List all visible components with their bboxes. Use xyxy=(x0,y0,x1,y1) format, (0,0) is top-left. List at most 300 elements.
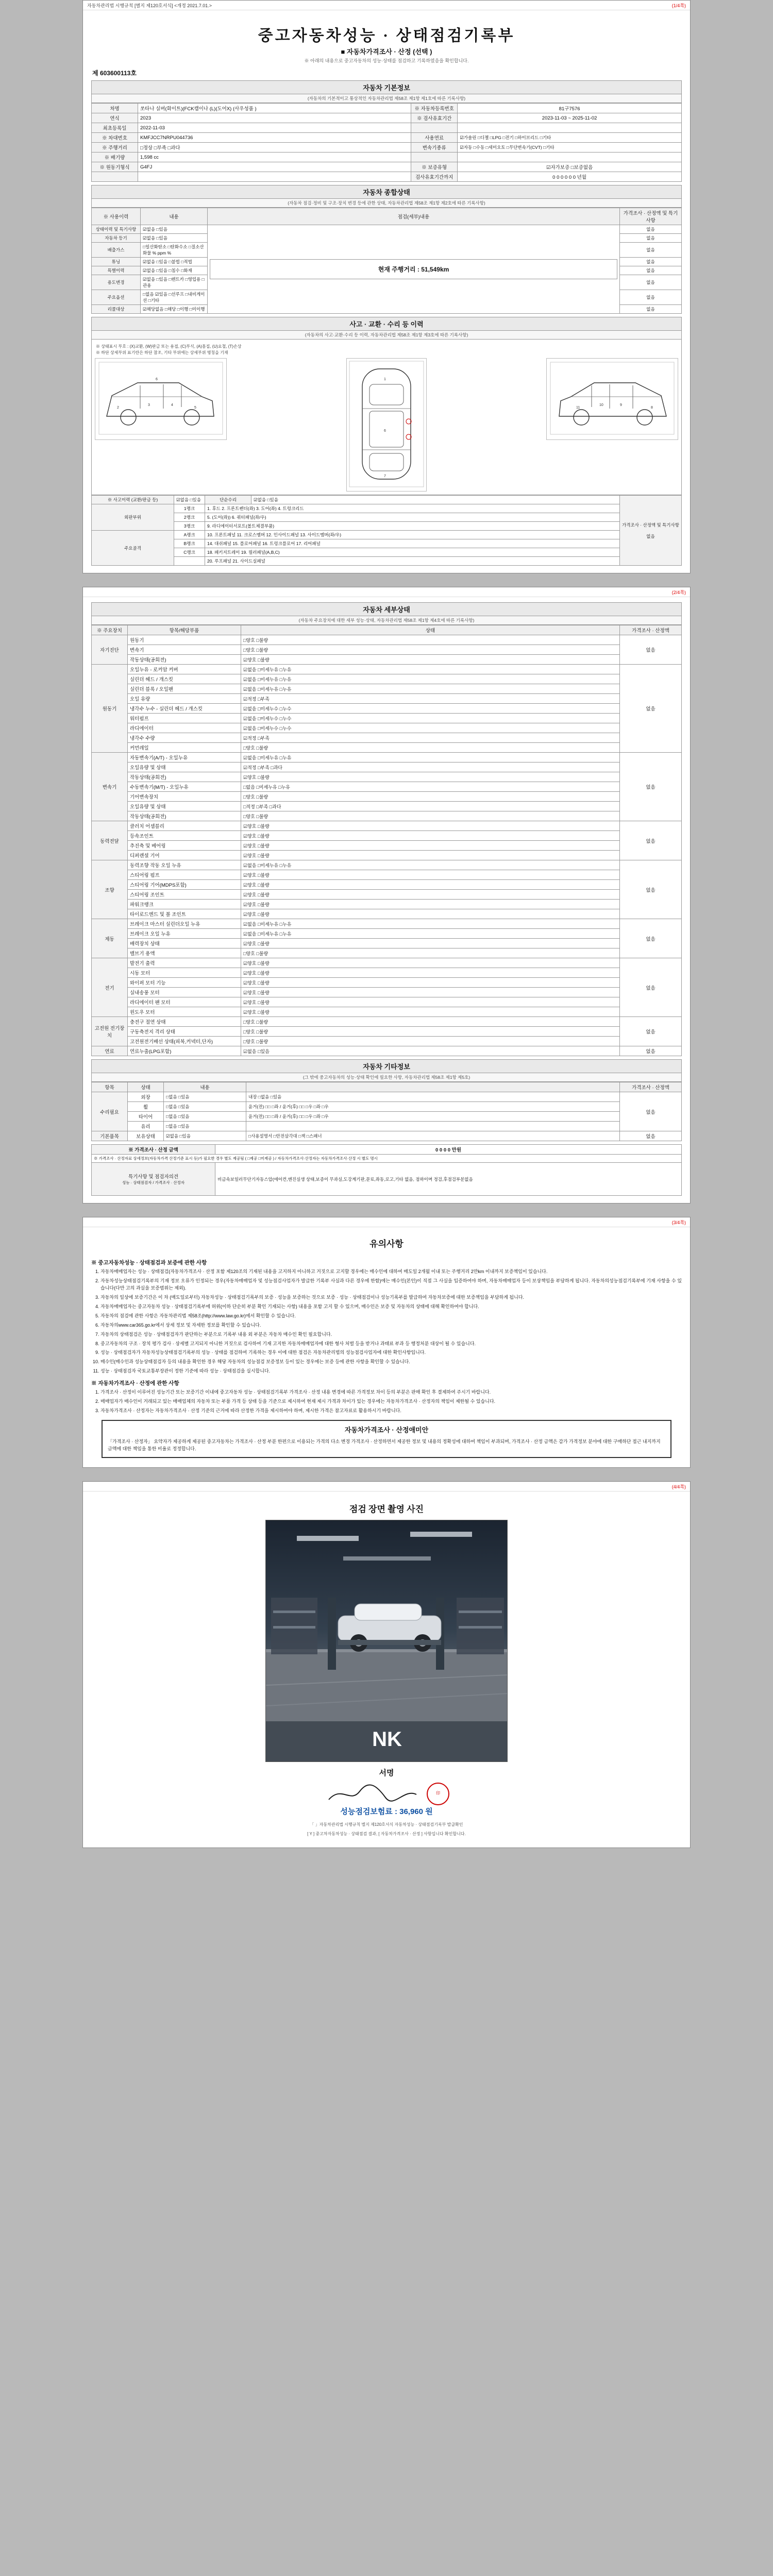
row-sub-label: 타이어 xyxy=(128,1112,164,1122)
part-state: ☑없음 □미세누유 □누유 xyxy=(241,665,620,674)
table-row xyxy=(92,831,682,841)
svg-text:4: 4 xyxy=(171,403,173,407)
photo-section-title: 점검 장면 촬영 사진 xyxy=(349,1504,424,1514)
row-label: 리콜대상 xyxy=(92,305,141,314)
part-state: ☑없음 □미세누유 □누유 xyxy=(241,753,620,762)
part-name: 클러치 어셈블리 xyxy=(128,821,241,831)
part-name: 실린더 블록 / 오일팬 xyxy=(128,684,241,694)
part-name: 수동변속기(M/T) - 오일누유 xyxy=(128,782,241,792)
accident-price-col: 가격조사 · 산정액 및 특기사항 xyxy=(622,522,679,528)
table-row xyxy=(92,635,682,645)
table-row xyxy=(92,684,682,694)
notice-list-warranty xyxy=(100,1268,682,1375)
table-row xyxy=(92,133,682,143)
inspection-fee-value: 36,960 원 xyxy=(399,1807,433,1816)
page-title: 중고자동차성능 · 상태점검기록부 xyxy=(258,27,515,44)
table-row xyxy=(92,104,682,113)
rank-label xyxy=(174,557,205,566)
group-price-note: 없음 xyxy=(620,635,682,665)
notice-item: 4. 자동차매매업자는 중고자동차 성능 · 상태점검기록부에 허위(이하 단순히 부분 확인 기재되는 사항) 내용을 포함 고지 할 수 있으며, 매수인은 보증 및 자동차의 상태에 대해 확인하여야 합니다. xyxy=(100,1303,682,1311)
table-row xyxy=(92,1155,682,1163)
row-value: 쏘타나 실버(화이트)(FCK캠이나 (L)(도어X) (사우성품 ) xyxy=(138,104,411,113)
row-label-2: 변속기종류 xyxy=(411,143,458,152)
group-price-note: 없음 xyxy=(620,1017,682,1046)
table-row xyxy=(92,1037,682,1046)
page-3-topbar xyxy=(83,1217,690,1227)
row-value: KMFJCC7NRPU044736 xyxy=(138,133,411,143)
svg-text:8: 8 xyxy=(651,406,653,410)
row-detail: 내장 □없음 □있음 xyxy=(246,1092,620,1102)
car-diagram-group xyxy=(95,358,678,492)
col-main-device: ※ 주요장치 xyxy=(92,625,128,635)
table-row xyxy=(92,1145,682,1155)
part-state: ☑양호 □불량 xyxy=(241,772,620,782)
part-name: 작동상태(공회전) xyxy=(128,655,241,665)
accident-history-table xyxy=(91,495,682,566)
section-other-title: 자동차 기타정보 xyxy=(91,1059,682,1073)
table-row xyxy=(92,548,682,557)
row-sub-label: 유리 xyxy=(128,1122,164,1131)
row-value-2: ☑자가보증 □보증없음 xyxy=(458,162,682,172)
row-price: 없음 xyxy=(620,234,682,243)
row-label-2 xyxy=(411,152,458,162)
table-header-row xyxy=(92,625,682,635)
table-row xyxy=(92,513,682,522)
notice-item: 9. 성능 · 상태점검자가 자동차성능상태점검기록부의 성능 · 상태를 점검하여 기록하는 경우 이에 대한 점검은 자동차관리법의 성능점검사업자에 대한 확인사항입니다. xyxy=(100,1349,682,1357)
table-row xyxy=(92,948,682,958)
price-summary-note: ※ 가격조사 · 산정자료 상세정보(자동차가격 산정기준 표시 등)가 필요한 경우 별도 제공됨 ( □제공 □미제공 ) / 자동차가격조사·산정자는 자동차가격조사·산정 시 별도 명시 xyxy=(92,1155,682,1163)
table-row xyxy=(92,531,682,539)
table-row xyxy=(92,821,682,831)
part-name: 실내송풍 모터 xyxy=(128,988,241,997)
photo-wrapper xyxy=(91,1520,682,1762)
table-row xyxy=(92,851,682,860)
row-label: 주요옵션 xyxy=(92,290,141,305)
car-top-view-icon xyxy=(348,360,425,488)
col-content-detail xyxy=(246,1082,620,1092)
rank-label: 2랭크 xyxy=(174,513,205,522)
group-price-note: 없음 xyxy=(620,753,682,821)
device-group-label: 고전원 전기장치 xyxy=(92,1017,128,1046)
svg-text:11: 11 xyxy=(576,406,580,410)
rank-value: 18. 패키지트레이 19. 필러패널(A,B,C) xyxy=(205,548,620,557)
part-state: ☑양호 □불량 xyxy=(241,880,620,890)
part-state: ☑양호 □불량 xyxy=(241,655,620,665)
row-label: 차명 xyxy=(92,104,138,113)
repair-needed-label: 수리필요 xyxy=(92,1092,128,1131)
row-price: 없음 xyxy=(620,1092,682,1131)
part-name: 동력조향 작동 오일 누유 xyxy=(128,860,241,870)
part-name: 기어변속장치 xyxy=(128,792,241,802)
row-price: 없음 xyxy=(620,258,682,266)
row-label: 상태이력 및 특기사항 xyxy=(92,225,141,234)
table-row xyxy=(92,1046,682,1056)
rank-value: 9. 라디에이터서포트(볼트체결부품) xyxy=(205,522,620,531)
row-label-2: ※ 검사유효기간 xyxy=(411,113,458,123)
part-state: ☑양호 □불량 xyxy=(241,870,620,880)
table-row xyxy=(92,674,682,684)
row-label: 튜닝 xyxy=(92,258,141,266)
row-value: □정상 □부족 □과다 xyxy=(138,143,411,152)
notice-item: 3. 자동차의 일상에 보증기간은 이 차 (매도일로부터) 자동차성능 · 상태점검기록부의 보증 · 성능을 보증하는 것으로 보증 · 성능 · 상태점검이나 성능기록부를 발급하여 자동차보증에 대한 보증책임을 부담하게 됩니다. xyxy=(100,1294,682,1301)
col-content: 내용 xyxy=(164,1082,246,1092)
row-sub-label: 보유상태 xyxy=(128,1131,164,1141)
part-state: ☑양호 □불량 xyxy=(241,968,620,978)
notice-heading-2: ※ 자동차가격조사 · 산정에 관한 사항 xyxy=(91,1380,179,1387)
row-sub-label: 외장 xyxy=(128,1092,164,1102)
table-row xyxy=(92,1122,682,1131)
part-name: 디퍼렌셜 기어 xyxy=(128,851,241,860)
rank-value: 14. 대쉬패널 15. 플로어패널 16. 트렁크플로어 17. 리어패널 xyxy=(205,539,620,548)
part-state: ☑없음 □미세누수 □누수 xyxy=(241,723,620,733)
device-group-label: 변속기 xyxy=(92,753,128,821)
row-value: 2023 xyxy=(138,113,411,123)
notice-item: 2. 매매업자가 매수인이 거래되고 있는 매매업체의 자동차 또는 부품 가격 등 상태 등을 기준으로 제시하여 현재 제시 가격과 차이가 있는 경우에는 자동차가격조사 · 산정자의 책임이 제한될 수 있습니다. xyxy=(100,1398,682,1405)
row-detail: 윤거(전) □□ □좌 / 윤거(후) □□ □우 □좌 □우 xyxy=(246,1112,620,1122)
part-name: 자동변속기(A/T) - 오일누유 xyxy=(128,753,241,762)
device-group-label: 제동 xyxy=(92,919,128,958)
part-state: □양호 □불량 xyxy=(241,743,620,753)
row-state: ☑없음 □있음 xyxy=(164,1131,246,1141)
part-state: ☑없음 □미세누유 □누유 xyxy=(241,919,620,929)
notice-title: 유의사항 xyxy=(369,1239,404,1249)
part-state: □양호 □불량 xyxy=(241,1027,620,1037)
row-label: ※ 주행거리 xyxy=(92,143,138,152)
col-price: 가격조사 · 산정액 및 특기사항 xyxy=(620,208,682,225)
special-note-title: 특기사항 및 점검자의견 xyxy=(128,1174,179,1180)
row-label-2 xyxy=(411,123,458,133)
row-detail: □사용설명서 □안전삼각대 □잭 □스패너 xyxy=(246,1131,620,1141)
part-state: □양호 □불량 xyxy=(241,1037,620,1046)
inspection-photo xyxy=(265,1520,508,1762)
car-side-right-icon xyxy=(548,360,677,437)
part-name: 고전원전기배선 상태(피복,커넥터,단자) xyxy=(128,1037,241,1046)
part-state: ☑적정 □부족 □과다 xyxy=(241,762,620,772)
part-state: ☑양호 □불량 xyxy=(241,831,620,841)
row-state: □없음 □있음 xyxy=(164,1102,246,1112)
part-state: ☑양호 □불량 xyxy=(241,909,620,919)
table-row xyxy=(92,762,682,772)
table-row xyxy=(92,1027,682,1037)
table-row xyxy=(92,870,682,880)
part-state: □없음 □미세누유 □누유 xyxy=(241,782,620,792)
table-row xyxy=(92,665,682,674)
section-basic-info-title: 자동차 기본정보 xyxy=(91,80,682,94)
table-row xyxy=(92,1102,682,1112)
col-item: 항목 xyxy=(92,1082,128,1092)
page-2-topbar xyxy=(83,587,690,597)
table-row xyxy=(92,714,682,723)
table-row xyxy=(92,172,682,182)
row-label: ※ 차대번호 xyxy=(92,133,138,143)
inspection-fee xyxy=(91,1806,682,1822)
rank-value: 1. 후드 2. 프론트펜더(좌) 3. 도어(좌) 4. 트렁크리드 xyxy=(205,504,620,513)
table-row xyxy=(92,704,682,714)
part-name: 배력장치 상태 xyxy=(128,939,241,948)
col-price: 가격조사 · 산정액 xyxy=(620,1082,682,1092)
part-name: 워터펌프 xyxy=(128,714,241,723)
part-state: ☑양호 □불량 xyxy=(241,997,620,1007)
row-label: ※ 배기량 xyxy=(92,152,138,162)
part-name: 연료누출(LPG포함) xyxy=(128,1046,241,1056)
group-price-note: 없음 xyxy=(620,860,682,919)
simple-repair-value: ☑없음 □있음 xyxy=(251,496,620,504)
car-diagram-right xyxy=(546,358,678,440)
row-label-2: 사용연료 xyxy=(411,133,458,143)
row-label: 최초등록일 xyxy=(92,123,138,133)
table-row xyxy=(92,723,682,733)
svg-text:5: 5 xyxy=(194,406,196,410)
special-note-label xyxy=(92,1163,215,1196)
row-content: ☑없음 □있음 □렌트카 □영업용 □관용 xyxy=(141,275,208,290)
table-row xyxy=(92,939,682,948)
mileage-box: 현재 주행거리 : 51,549km xyxy=(210,259,617,279)
col-price: 가격조사 · 산정액 xyxy=(620,625,682,635)
table-row xyxy=(92,841,682,851)
notice-item: 7. 자동차의 상태점검은 성능 · 상태점검자가 판단하는 부분으로 기록부 내용 외 부분은 자동차 매수인 확인 필요합니다. xyxy=(100,1331,682,1338)
form-reference-2 xyxy=(87,590,89,595)
row-label: 배출가스 xyxy=(92,243,141,258)
part-name: 시동 모터 xyxy=(128,968,241,978)
device-group-label: 조향 xyxy=(92,860,128,919)
table-header-row xyxy=(92,208,682,225)
svg-text:NK: NK xyxy=(372,1727,402,1751)
page-note: ※ 아래의 내용으로 중고자동차의 성능·상태를 점검하고 기록하였음을 확인합니다. xyxy=(304,58,469,63)
declaration-title: 자동차가격조사 · 산정애미안 xyxy=(344,1426,429,1434)
section-basic-info-sub: (자동차의 기본적이고 통상적인 자동차관리법 제58조 제1항 제1호에 따른 기록사항) xyxy=(91,94,682,103)
svg-text:9: 9 xyxy=(620,403,622,407)
outer-panel-label: 외판부위 xyxy=(92,504,174,531)
part-name: 오일누유 - 로커암 커버 xyxy=(128,665,241,674)
part-name: 오일 유량 xyxy=(128,694,241,704)
device-group-label: 연료 xyxy=(92,1046,128,1056)
row-label: 용도변경 xyxy=(92,275,141,290)
row-value-2: 2023-11-03 ~ 2025-11-02 xyxy=(458,113,682,123)
row-content: □없음 ☑있음 □선루프 □내비게이션 □기타 xyxy=(141,290,208,305)
photo-footnote-2: [ Y ] 중고차자동차성능 · 상태점검 결과, [ 자동차가격조사 · 산정 ] 사항입니다 확인합니다. xyxy=(307,1831,466,1836)
notice-item: 6. 자동차의www.car365.go.kr에서 상세 정보 및 자세한 정보를 확인할 수 있습니다. xyxy=(100,1322,682,1329)
part-name: 스티어링 기어(MDPS포함) xyxy=(128,880,241,890)
rank-value: 5. (도어(좌)) 6. 쿼터패널(좌/우) xyxy=(205,513,620,522)
section-detail-title: 자동차 세부상태 xyxy=(91,602,682,616)
row-content: ☑없음 □있음 xyxy=(141,225,208,234)
section-overall-sub: (자동차 점검·정비 및 구조·장치 변경 등에 관한 상태, 자동차관리법 제58조 제1항 제2호에 따른 기록사항) xyxy=(91,199,682,208)
price-summary-table xyxy=(91,1144,682,1196)
row-sub-label: 휠 xyxy=(128,1102,164,1112)
signature-area xyxy=(91,1780,682,1806)
rank-label: C랭크 xyxy=(174,548,205,557)
svg-text:10: 10 xyxy=(599,403,603,407)
rank-label: 3랭크 xyxy=(174,522,205,531)
table-header-row xyxy=(92,1082,682,1092)
page-subtitle: ■ 자동차가격조사 · 산정 (선택 ) xyxy=(341,48,432,56)
notice-item: 10. 매수인(매수인과 성능상태점검자 등의 내용을 확인한 경우 해당 자동차의 성능점검 보증정보 등이 있는 경우에는 보증 등에 관한 사항을 확인할 수 있습니다. xyxy=(100,1359,682,1366)
table-row xyxy=(92,1017,682,1027)
notice-item: 1. 가격조사 · 산정이 이루어진 성능기간 또는 보증기간 이내에 중고자동차 성능 · 상태점검기록부 가격조사 · 산정 내용 변경에 따른 가격정보 차이 등의 부분은 판매 확인 후 결제하여 주시기 바랍니다. xyxy=(100,1389,682,1396)
table-row xyxy=(92,504,682,513)
accident-label: ※ 사고이력 (교환/판금 등) xyxy=(92,496,174,504)
overall-state-table xyxy=(91,208,682,314)
photo-footnote-1: 「 」자동차관리법 시행규칙 별지 제120호서식 자동차성능 · 상태점검기록부 발급확인 xyxy=(310,1822,463,1827)
table-row xyxy=(92,123,682,133)
table-row xyxy=(92,733,682,743)
part-state: ☑양호 □불량 xyxy=(241,900,620,909)
special-note-value: 비금속보일러무단기자동스압(에어컨,엔진실생 상태,보증이 무과실,도강계기판,문료,좌동,로고,기타 없음, 점하이며 정검,후점검부분없음 xyxy=(215,1163,682,1196)
row-price: 없음 xyxy=(620,243,682,258)
table-row xyxy=(92,655,682,665)
section-overall-title: 자동차 종합상태 xyxy=(91,185,682,199)
part-state: ☑양호 □불량 xyxy=(241,851,620,860)
form-reference-4 xyxy=(87,1484,89,1489)
notice-heading-1: ※ 중고자동차성능 · 상태점검과 보증에 관한 사항 xyxy=(91,1260,207,1266)
declaration-body: 「가격조사 · 산정자」 요약자가 제공하게 제공된 중고자동차는 가격조사 · 산정 부분 한편으로 이용되는 가격의 다소 변경 가격조사 · 산정하면서 제공한 정보 및 내용의 정확성에 대하여 책임이 부과되며, 가격조사 · 산정 금액은 감가 가격정보 분야에 대한 구매하단 접근 내지까지 금액에 대한 책임을 통한 비율로 정정합니다. xyxy=(108,1438,661,1452)
row-price: 없음 xyxy=(620,225,682,234)
part-name: 윈도우 모터 xyxy=(128,1007,241,1017)
svg-text:2: 2 xyxy=(117,406,119,410)
page-indicator-4: (4/4쪽) xyxy=(671,1484,686,1489)
group-price-note: 없음 xyxy=(620,1046,682,1056)
car-diagram-top xyxy=(346,358,427,492)
mileage-cell xyxy=(208,225,620,314)
part-name: 밸브기 용액 xyxy=(128,948,241,958)
part-name: 변속기 xyxy=(128,645,241,655)
table-row xyxy=(92,880,682,890)
table-row xyxy=(92,162,682,172)
row-content: ☑없음 □있음 xyxy=(141,234,208,243)
group-price-note: 없음 xyxy=(620,665,682,753)
rank-label: B랭크 xyxy=(174,539,205,548)
part-state: □양호 □불량 xyxy=(241,948,620,958)
col-detail: 점검(세부)내용 xyxy=(208,208,620,225)
part-name: 라디에이터 팬 모터 xyxy=(128,997,241,1007)
table-row xyxy=(92,860,682,870)
row-state: □없음 □있음 xyxy=(164,1122,246,1131)
part-state: ☑없음 □미세누유 □누유 xyxy=(241,684,620,694)
page-indicator: (1/4쪽) xyxy=(671,3,686,8)
table-row xyxy=(92,645,682,655)
table-row xyxy=(92,113,682,123)
row-content: □일산화탄소 □탄화수소 □질소산화물 % ppm % xyxy=(141,243,208,258)
part-state: ☑양호 □불량 xyxy=(241,1007,620,1017)
table-row xyxy=(92,743,682,753)
table-row xyxy=(92,1163,682,1196)
simple-repair-label: 단순수리 xyxy=(205,496,251,504)
page-indicator-3: (3/4쪽) xyxy=(671,1220,686,1225)
part-name: 브레이크 오일 누유 xyxy=(128,929,241,939)
row-label-2: 검사유효기간까지 xyxy=(411,172,458,182)
row-content: ☑없음 □있음 □침수 □화재 xyxy=(141,266,208,275)
part-name: 충전구 절연 상태 xyxy=(128,1017,241,1027)
table-row xyxy=(92,694,682,704)
part-state: □양호 □불량 xyxy=(241,1017,620,1027)
col-content: 내용 xyxy=(141,208,208,225)
table-row xyxy=(92,772,682,782)
form-reference: 자동차관리법 시행규칙 [별지 제120호서식] <개정 2021.7.01.> xyxy=(87,3,212,8)
row-label-2: ※ 보증유형 xyxy=(411,162,458,172)
table-row xyxy=(92,1112,682,1122)
document-number-label: 제 xyxy=(92,70,98,77)
part-name: 오일유량 및 상태 xyxy=(128,802,241,811)
table-row xyxy=(92,496,682,504)
device-group-label: 자기진단 xyxy=(92,635,128,665)
part-name: 등속조인트 xyxy=(128,831,241,841)
part-name: 발전기 출력 xyxy=(128,958,241,968)
group-price-note: 없음 xyxy=(620,919,682,958)
part-state: ☑없음 □미세누수 □누수 xyxy=(241,714,620,723)
part-name: 추진축 및 베어링 xyxy=(128,841,241,851)
document-number-value: 603600113호 xyxy=(99,70,137,77)
part-name: 스티어링 펌프 xyxy=(128,870,241,880)
row-label xyxy=(92,172,138,182)
page-1-topbar xyxy=(83,1,690,10)
rank-value: 10. 프론트패널 11. 크로스멤버 12. 인사이드패널 13. 사이드멤버(좌/우) xyxy=(205,531,620,539)
part-name: 작동상태(공회전) xyxy=(128,772,241,782)
row-value-2 xyxy=(458,152,682,162)
declaration-box xyxy=(102,1420,671,1458)
table-row xyxy=(92,792,682,802)
part-state: □적정 □부족 □과다 xyxy=(241,802,620,811)
row-label: ※ 원동기형식 xyxy=(92,162,138,172)
notice-item: 11. 성능 · 상태점검자 국토교통부장관이 정한 기준에 따라 성능 · 상태점검을 실시합니다. xyxy=(100,1368,682,1375)
part-state: ☑양호 □불량 xyxy=(241,821,620,831)
signature-title: 서명 xyxy=(379,1768,394,1777)
basic-items-label: 기본품목 xyxy=(92,1131,128,1141)
part-name: 실린더 헤드 / 개스킷 xyxy=(128,674,241,684)
special-note-subtitle: 성능 · 상태점검자 / 가격조사 · 산정자 xyxy=(122,1180,184,1185)
notice-item: 8. 중고자동차의 구조 · 장치 평가 검사 · 상세별 고지되지 아니한 거짓으로 검사하여 기재 고지한 자동차매매업자에 대한 형사 처벌 등을 받거나 과태료 부과 등 행정처분 대상이 될 수 있습니다. xyxy=(100,1341,682,1348)
table-row xyxy=(92,557,682,566)
table-row xyxy=(92,782,682,792)
table-row xyxy=(92,978,682,988)
row-price: 없음 xyxy=(620,305,682,314)
detail-state-table xyxy=(91,625,682,1056)
part-name: 냉각수 수량 xyxy=(128,733,241,743)
page-4 xyxy=(82,1481,691,1848)
part-state: ☑양호 □불량 xyxy=(241,890,620,900)
part-name: 파워크랭크 xyxy=(128,900,241,909)
part-state: □양호 □불량 xyxy=(241,792,620,802)
section-accident-sub: (자동차의 사고·교환·수리 등 이력, 자동차관리법 제58조 제1항 제3호에 따른 기록사항) xyxy=(91,331,682,340)
group-price-note: 없음 xyxy=(620,958,682,1017)
table-row xyxy=(92,1007,682,1017)
notice-item: 1. 자동차매매업자는 성능 · 상태점검(자동차가격조사 · 산정 포함 제120조의 기재된 내용을 고지하지 아니하고 거짓으로 고지할 경우에는 매수인에 대하여 매도일 2개월 이내 또는 주행거리 2만km 이내까지 보증책임이 있습니다. xyxy=(100,1268,682,1276)
part-name: 오일유량 및 상태 xyxy=(128,762,241,772)
part-name: 타이로드엔드 및 볼 조인트 xyxy=(128,909,241,919)
table-row xyxy=(92,811,682,821)
part-state: ☑양호 □불량 xyxy=(241,958,620,968)
part-state: ☑없음 □있음 xyxy=(241,1046,620,1056)
table-row xyxy=(92,143,682,152)
form-reference-3 xyxy=(87,1220,89,1225)
col-state: 상태 xyxy=(241,625,620,635)
table-row xyxy=(92,919,682,929)
part-name: 원동기 xyxy=(128,635,241,645)
notice-item: 3. 자동차가격조사 · 산정자는 자동차가격조사 · 산정 기준의 근거에 따라 산정한 가격을 제시하여야 하며, 제시한 가격은 참고자료로 활용하시기 바랍니다. xyxy=(100,1408,682,1415)
row-content: ☑없음 □있음 □불법 □적법 xyxy=(141,258,208,266)
diagram-legend-2: ※ 하단 상세부위 표기란은 하단 참조, 기타 부위에는 상세부위 명칭을 기재 xyxy=(96,350,228,355)
row-content: ☑해당없음 □해당 □이행 □미이행 xyxy=(141,305,208,314)
table-row xyxy=(92,152,682,162)
table-row xyxy=(92,997,682,1007)
stamp-icon: 印 xyxy=(427,1783,449,1805)
part-name: 스티어링 조인트 xyxy=(128,890,241,900)
other-info-table xyxy=(91,1082,682,1141)
table-row xyxy=(92,909,682,919)
col-state: 상태 xyxy=(128,1082,164,1092)
row-state: □없음 □있음 xyxy=(164,1092,246,1102)
row-price: 없음 xyxy=(620,275,682,290)
row-value: 1,598 cc xyxy=(138,152,411,162)
